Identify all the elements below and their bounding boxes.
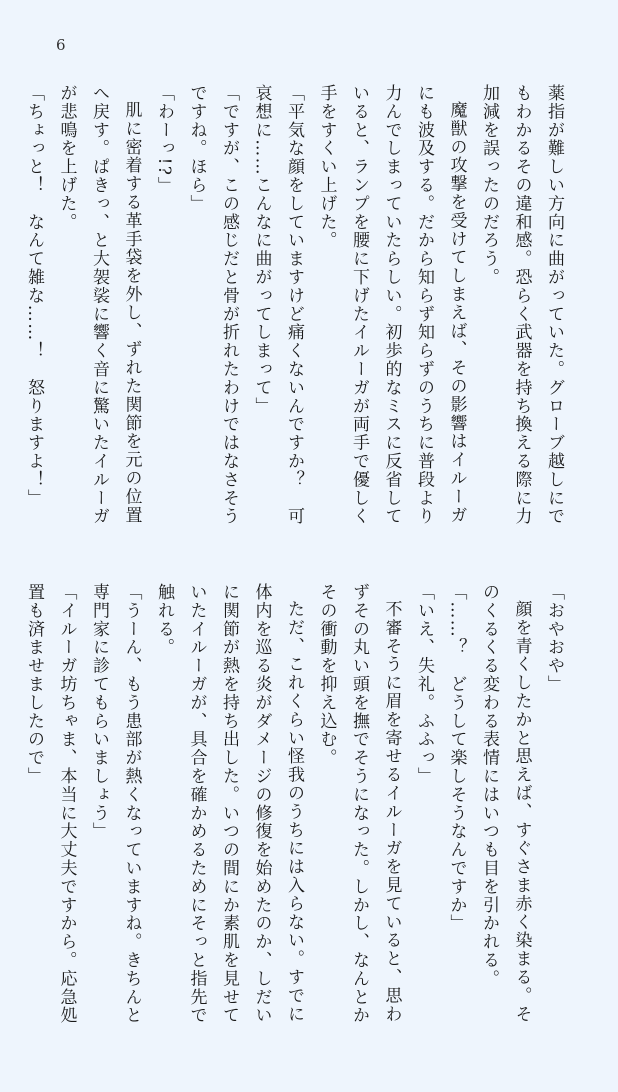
page-number: 6 [56, 36, 66, 54]
text-line: 「ですが、この感じだと骨が折れたわけではなさそう [219, 84, 239, 526]
text-line: 「わーっ!?」 [154, 84, 174, 195]
text-block-bottom [24, 583, 570, 1053]
text-line: 哀想に……こんなに曲がってしまって」 [251, 84, 272, 416]
text-line: 置も済ませましたので」 [24, 583, 44, 786]
text-line: にも波及する。だから知らず知らずのうちに普段より [414, 84, 434, 526]
text-line: 不審そうに眉を寄せるイルーガを見ていると、思わ [381, 600, 402, 1024]
text-line: ただ、これくらい怪我のうちには入らない。すでに [284, 600, 304, 1024]
text-line: に関節が熱を持ち出した。いつの間にか素肌を見せて [219, 583, 239, 1025]
text-line: 「おやおや」 [544, 583, 564, 694]
text-line: のくるくる変わる表情にはいつも目を引かれる。 [479, 583, 499, 988]
text-line: ずその丸い頭を撫でそうになった。しかし、なんとか [349, 583, 369, 1025]
text-line: 加減を誤ったのだろう。 [479, 84, 499, 287]
text-line: 薬指が難しい方向に曲がっていた。グローブ越しにで [544, 84, 564, 526]
text-line: 顔を青くしたかと思えば、すぐさま赤く染まる。そ [511, 600, 532, 1024]
text-line: 「イルーガ坊ちゃま、本当に大丈夫ですから。応急処 [56, 583, 77, 1025]
text-line: 体内を巡る炎がダメージの修復を始めたのか、しだい [251, 583, 272, 1025]
text-line: 手をすくい上げた。 [316, 84, 337, 250]
text-line: もわかるその違和感。恐らく武器を持ち換える際に力 [511, 84, 532, 526]
text-line: 魔獣の攻撃を受けてしまえば、その影響はイルーガ [446, 101, 467, 525]
text-line: 触れる。 [154, 583, 174, 657]
text-line: へ戻す。ぱきっ、と大袈裟に響く音に驚いたイルーガ [89, 84, 109, 526]
text-line: 肌に密着する革手袋を外し、ずれた関節を元の位置 [121, 101, 142, 525]
text-line: いると、ランプを腰に下げたイルーガが両手で優しく [349, 84, 369, 526]
text-line: が悲鳴を上げた。 [56, 84, 77, 232]
text-line: 「平気な顔をしていますけど痛くないんですか？ 可 [284, 84, 304, 526]
text-line: 専門家に診てもらいましょう」 [89, 583, 109, 841]
text-block-top [24, 84, 570, 529]
text-line: 「ちょっと！ なんて雑な……！ 怒りますよ！」 [24, 84, 44, 508]
text-line: 「うーん、もう患部が熱くなっていますね。きちんと [121, 583, 142, 1025]
text-line: いたイルーガが、具合を確かめるためにそっと指先で [186, 583, 207, 1025]
text-line: 「いえ、失礼。ふふっ」 [414, 583, 434, 786]
text-line: その衝動を抑え込む。 [316, 583, 337, 767]
text-line: 「……？ どうして楽しそうなんですか」 [446, 583, 467, 933]
text-line: ですね。ほら」 [186, 84, 207, 213]
text-line: 力んでしまっていたらしい。初歩的なミスに反省して [381, 84, 402, 526]
